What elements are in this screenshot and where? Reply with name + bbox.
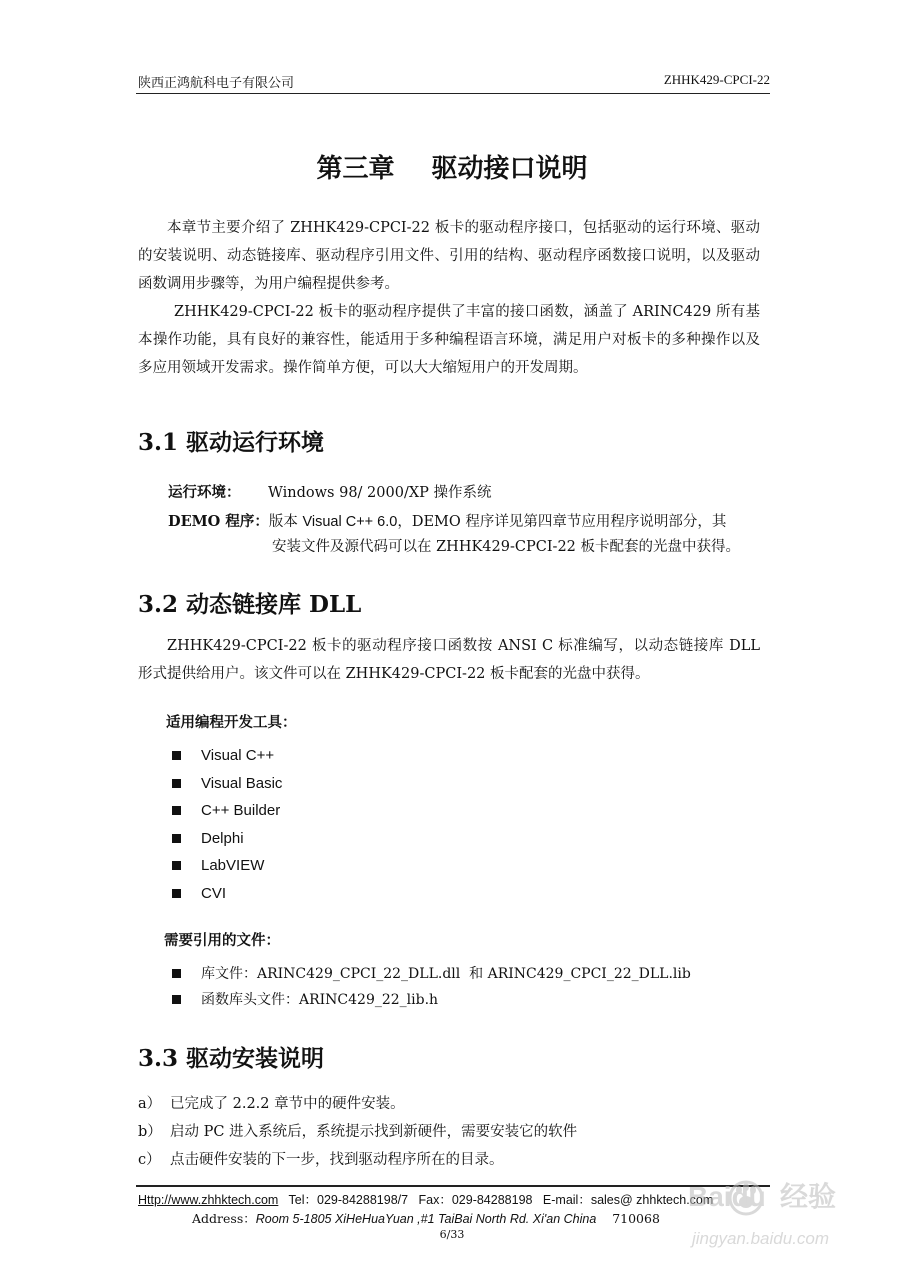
square-bullet-icon bbox=[172, 834, 181, 843]
list-item bbox=[172, 770, 282, 798]
postcode: 710068 bbox=[612, 1211, 660, 1226]
step-text: 启动 PC 进入系统后，系统提示找到新硬件，需要安装它的软件 bbox=[170, 1124, 578, 1140]
tools-list bbox=[172, 742, 282, 907]
env-label: 运行环境： bbox=[168, 484, 241, 501]
tool-name: Visual C++ bbox=[201, 747, 275, 765]
step-marker: c） bbox=[138, 1152, 161, 1168]
list-item bbox=[172, 960, 691, 986]
list-item bbox=[172, 742, 282, 770]
square-bullet-icon bbox=[172, 995, 181, 1004]
demo-pre: 版本 bbox=[268, 514, 298, 530]
square-bullet-icon bbox=[172, 861, 181, 870]
list-item bbox=[172, 880, 282, 908]
section-3-1-title: 3.1 驱动运行环境 bbox=[138, 429, 325, 456]
baidu-watermark-logo bbox=[684, 1160, 864, 1270]
footer-fax: Fax：029-84288198 bbox=[418, 1193, 533, 1207]
section-3-3-title: 3.3 驱动安装说明 bbox=[138, 1045, 325, 1072]
website-link[interactable]: Http://www.zhhktech.com bbox=[138, 1193, 279, 1207]
tool-name: Delphi bbox=[201, 829, 244, 847]
tool-name: LabVIEW bbox=[201, 857, 265, 875]
footer-address bbox=[192, 1209, 660, 1227]
step-marker: a） bbox=[138, 1096, 162, 1112]
square-bullet-icon bbox=[172, 806, 181, 815]
list-item bbox=[138, 1092, 577, 1120]
section-3-2-title: 3.2 动态链接库 DLL bbox=[138, 591, 362, 618]
watermark-text-3: jingyan.baidu.com bbox=[692, 1229, 830, 1248]
list-item bbox=[172, 825, 282, 853]
page-number: 6/33 bbox=[439, 1228, 465, 1241]
install-steps bbox=[138, 1092, 577, 1176]
square-bullet-icon bbox=[172, 969, 181, 978]
watermark-text-1: Baidu bbox=[688, 1181, 766, 1212]
square-bullet-icon bbox=[172, 889, 181, 898]
step-text: 已完成了 2.2.2 章节中的硬件安装。 bbox=[170, 1096, 405, 1112]
list-item bbox=[138, 1120, 577, 1148]
footer-contact bbox=[138, 1190, 713, 1208]
demo-row bbox=[168, 510, 726, 531]
step-marker: b） bbox=[138, 1124, 162, 1140]
intro-paragraph-2: ZHHK429-CPCI-22 板卡的驱动程序提供了丰富的接口函数，涵盖了 ARINC429 所有基本操作功能，具有良好的兼容性，能适用于多种编程语言环境，满足用户对板卡的多种操作以及多应用领域开发需求。操作简单方便，可以大大缩短用户的开发周期。 bbox=[138, 304, 760, 376]
chapter-title: 第三章 驱动接口说明 bbox=[316, 154, 588, 184]
header-rule bbox=[136, 93, 770, 94]
square-bullet-icon bbox=[172, 751, 181, 760]
demo-version: Visual C++ 6.0 bbox=[302, 514, 398, 530]
file-entry: 库文件：ARINC429_CPCI_22_DLL.dll 和 ARINC429_CPCI_22_DLL.lib bbox=[201, 966, 691, 982]
list-item bbox=[172, 797, 282, 825]
tool-name: CVI bbox=[201, 884, 227, 902]
tool-name: Visual Basic bbox=[201, 774, 283, 792]
env-row bbox=[168, 481, 241, 502]
watermark-text-2: 经验 bbox=[780, 1180, 837, 1213]
header-company: 陕西正鸿航科电子有限公司 bbox=[138, 76, 295, 91]
list-item bbox=[138, 1148, 577, 1176]
demo-line-2: 安装文件及源代码可以在 ZHHK429-CPCI-22 板卡配套的光盘中获得。 bbox=[272, 539, 741, 555]
demo-rest: ，DEMO 程序详见第四章节应用程序说明部分，其 bbox=[397, 514, 727, 530]
footer-rule bbox=[136, 1185, 770, 1187]
step-text: 点击硬件安装的下一步，找到驱动程序所在的目录。 bbox=[170, 1152, 504, 1168]
dll-paragraph: ZHHK429-CPCI-22 板卡的驱动程序接口函数按 ANSI C 标准编写，以动态链接库 DLL 形式提供给用户。该文件可以在 ZHHK429-CPCI-22 板卡配套的光盘中获得。 bbox=[138, 638, 760, 682]
square-bullet-icon bbox=[172, 779, 181, 788]
files-list bbox=[172, 960, 691, 1012]
list-item bbox=[172, 986, 691, 1012]
tools-heading: 适用编程开发工具： bbox=[166, 714, 297, 731]
files-heading: 需要引用的文件： bbox=[164, 932, 280, 949]
env-value: Windows 98/ 2000/XP 操作系统 bbox=[268, 485, 492, 501]
file-entry: 函数库头文件：ARINC429_22_lib.h bbox=[201, 992, 439, 1008]
list-item bbox=[172, 852, 282, 880]
tool-name: C++ Builder bbox=[201, 802, 281, 820]
footer-email[interactable]: E-mail：sales@ zhhktech.com bbox=[542, 1193, 714, 1207]
demo-label: DEMO 程序： bbox=[168, 513, 269, 530]
address-text: Room 5-1805 XiHeHuaYuan ,#1 TaiBai North Rd. Xi'an China bbox=[255, 1212, 597, 1226]
address-label: Address： bbox=[192, 1211, 256, 1226]
intro-paragraph-1: 本章节主要介绍了 ZHHK429-CPCI-22 板卡的驱动程序接口，包括驱动的运行环境、驱动的安装说明、动态链接库、驱动程序引用文件、引用的结构、驱动程序函数接口说明，以及驱动函数调用步骤等，为用户编程提供参考。 bbox=[138, 220, 760, 292]
footer-tel: Tel：029-84288198/7 bbox=[288, 1193, 409, 1207]
header-model: ZHHK429-CPCI-22 bbox=[663, 72, 770, 87]
